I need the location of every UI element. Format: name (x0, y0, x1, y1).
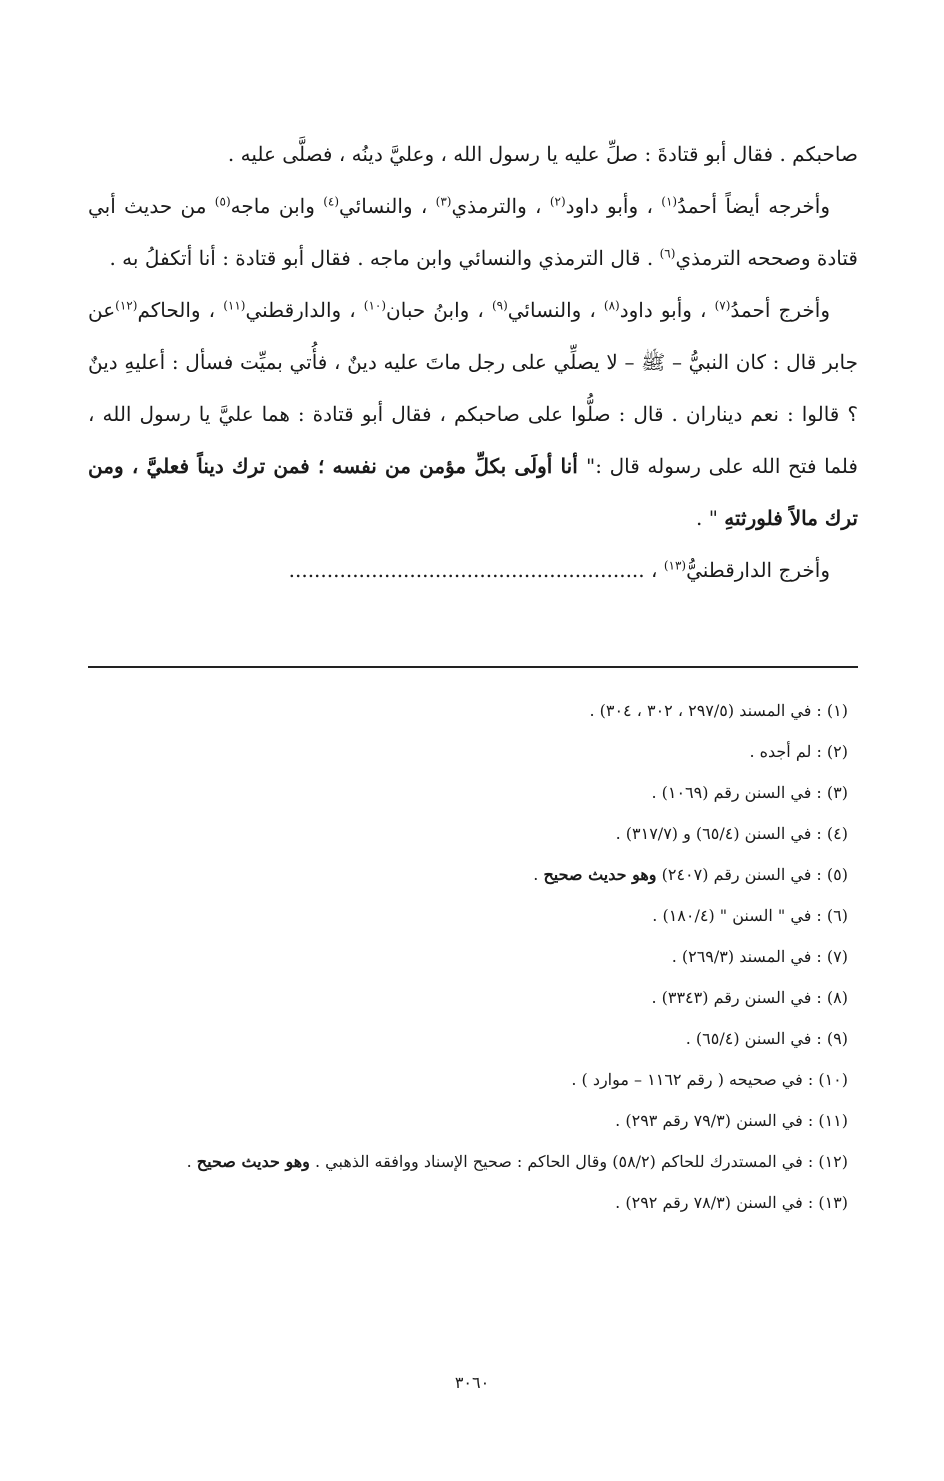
footnote-text: (٢) : لم أجده . (749, 742, 848, 761)
footnote-tail: . (186, 1152, 197, 1171)
footnote-ref-13[interactable]: (١٣) (663, 558, 687, 573)
footnote-text: (١) : في المسند (٢٩٧/٥ ، ٣٠٢ ، ٣٠٤) . (589, 701, 848, 720)
text-run: وابن ماجه (230, 194, 324, 218)
paragraph-1-text: صاحبكم . فقال أبو قتادةَ : صلِّ عليه يا رسول الله ، وعليَّ دينُه ، فصلَّى عليه . (227, 142, 858, 166)
page-number: ٣٠٦٠ (454, 1373, 490, 1392)
footnote-8 (88, 977, 858, 1018)
footnote-3 (88, 772, 858, 813)
text-run: من حديث أبي قتادة وصححه الترمذي (88, 194, 858, 270)
footnote-tail: . (533, 865, 544, 884)
footnote-ref-6[interactable]: (٦) (659, 246, 676, 261)
footnote-ref-2[interactable]: (٢) (549, 194, 566, 209)
footnote-ref-8[interactable]: (٨) (603, 298, 620, 313)
footnote-text: (١٣) : في السنن (٧٨/٣ رقم ٢٩٢) . (615, 1193, 848, 1212)
footnote-text: (٨) : في السنن رقم (٣٣٤٣) . (651, 988, 848, 1007)
footnote-6 (88, 895, 858, 936)
paragraph-3 (88, 284, 858, 544)
text-run: . قال الترمذي والنسائي وابن ماجه . فقال أبو قتادة : أنا أتكفلُ به . (109, 246, 660, 270)
footnote-text: (٦) : في " السنن " (١٨٠/٤) . (652, 906, 848, 925)
footnote-ref-3[interactable]: (٣) (435, 194, 452, 209)
main-text (88, 128, 858, 596)
footnote-ref-12[interactable]: (١٢) (115, 298, 138, 313)
footnote-ref-5[interactable]: (٥) (214, 194, 231, 209)
text-run: ، والترمذي (451, 194, 550, 218)
hadith-quote: أنا أولَى بكلِّ مؤمن من نفسه ؛ فمن ترك ديناً فعليَّ ، ومن ترك مالاً فلورثتهِ (88, 454, 858, 530)
footnote-divider (88, 666, 858, 668)
footnote-1 (88, 690, 858, 731)
footnote-grading: وهو حديث صحيح (543, 865, 657, 884)
footnote-10 (88, 1059, 858, 1100)
text-run: ، وابنُ حبان (386, 298, 492, 322)
footnote-ref-9[interactable]: (٩) (491, 298, 508, 313)
text-run: وأخرج الدارقطنيُّ (686, 558, 830, 582)
footnote-7 (88, 936, 858, 977)
footnote-ref-7[interactable]: (٧) (714, 298, 731, 313)
footnote-ref-10[interactable]: (١٠) (363, 298, 387, 313)
footnote-text: (١٠) : في صحيحه ( رقم ١١٦٢ – موارد ) . (571, 1070, 848, 1089)
footnote-text: (٧) : في المسند (٢٦٩/٣) . (671, 947, 848, 966)
text-run: ، والحاكم (137, 298, 224, 322)
text-run: عن جابر قال : كان النبيُّ – ﷺ – لا يصلِّي على رجل ماتَ عليه دينٌ ، فأُتي بميِّت فسأل : أعليهِ دينٌ ؟ قالوا : نعم ديناران . قال : صلُّوا على صاحبكم ، فقال أبو قتادة : هما عليَّ يا رسول الله ، فلما فتح الله على رسوله قال :" (88, 298, 858, 478)
footnote-text: (٣) : في السنن رقم (١٠٦٩) . (651, 783, 848, 802)
text-run: ، وأبو داود (565, 194, 662, 218)
text-run: ، ........................................................ (288, 558, 664, 582)
footnote-text: (١١) : في السنن (٧٩/٣ رقم ٢٩٣) . (615, 1111, 848, 1130)
footnote-text: (٥) : في السنن رقم (٢٤٠٧) (656, 865, 848, 884)
text-run: ، والنسائي (339, 194, 436, 218)
footnote-ref-1[interactable]: (١) (661, 194, 678, 209)
text-run: ، والدارقطني (245, 298, 364, 322)
footnote-ref-4[interactable]: (٤) (323, 194, 340, 209)
footnote-9 (88, 1018, 858, 1059)
footnote-2 (88, 731, 858, 772)
text-run: ، والنسائي (507, 298, 604, 322)
footnote-grading: وهو حديث صحيح (196, 1152, 310, 1171)
footnote-13 (88, 1182, 858, 1223)
footnote-text: (١٢) : في المستدرك للحاكم (٥٨/٢) وقال الحاكم : صحيح الإسناد ووافقه الذهبي . (309, 1152, 848, 1171)
paragraph-1 (88, 128, 858, 180)
text-run: وأخرج أحمدُ (730, 298, 830, 322)
footnotes (88, 690, 858, 1223)
footnote-12 (88, 1141, 858, 1182)
footnote-text: (٩) : في السنن (٦٥/٤) . (685, 1029, 848, 1048)
footnote-ref-11[interactable]: (١١) (223, 298, 246, 313)
paragraph-4 (88, 544, 858, 596)
text-run: وأخرجه أيضاً أحمدُ (677, 194, 830, 218)
footnote-text: (٤) : في السنن (٦٥/٤) و (٣١٧/٧) . (615, 824, 848, 843)
footnote-5 (88, 854, 858, 895)
paragraph-2 (88, 180, 858, 284)
footnote-11 (88, 1100, 858, 1141)
text-run: ، وأبو داود (619, 298, 715, 322)
text-run: " . (695, 506, 725, 530)
footnote-4 (88, 813, 858, 854)
